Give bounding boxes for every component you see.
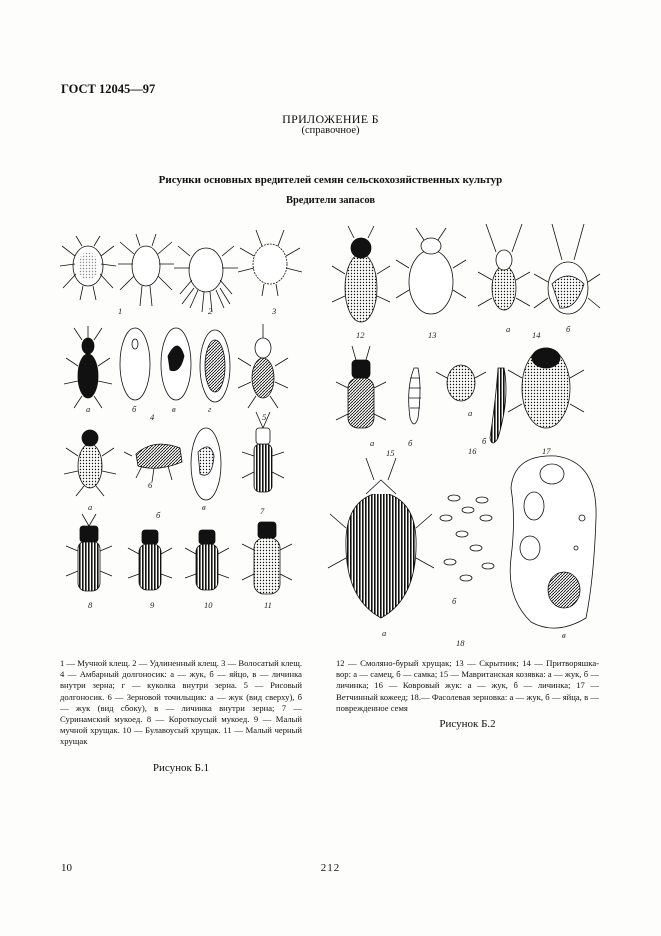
larva-in-grain-icon xyxy=(161,328,191,400)
cadelle-larva-icon xyxy=(409,368,421,424)
grain-borer-top-icon xyxy=(64,430,116,496)
mealworm-beetle-icon xyxy=(332,226,390,322)
fig2-label: 18 xyxy=(456,638,465,648)
fig2-label: 12 xyxy=(356,330,365,340)
fig1-label: 10 xyxy=(204,600,213,610)
carpet-beetle-larva-icon xyxy=(490,368,506,443)
section-title: Вредители запасов xyxy=(285,195,376,206)
damaged-bean-icon xyxy=(510,456,596,628)
fig1-label: б xyxy=(132,404,137,414)
spider-beetle-female-icon xyxy=(534,224,600,314)
standard-header: ГОСТ 12045—97 xyxy=(61,82,156,96)
fig2-label: 15 xyxy=(386,448,395,458)
fig1-label: 4 xyxy=(150,412,155,422)
fig2-label: б xyxy=(408,438,413,448)
fig1-label: 7 xyxy=(260,506,265,516)
fig2-label: а xyxy=(382,628,387,638)
grain-borer-larva-icon xyxy=(191,428,221,500)
fig2-label: в xyxy=(562,630,566,640)
fig1-label: 11 xyxy=(264,600,272,610)
fig1-label: 3 xyxy=(272,306,277,316)
annex-subtitle: (справочное) xyxy=(301,125,360,136)
fig1-label: в xyxy=(202,502,206,512)
page-title: Рисунки основных вредителей семян сельскохозяйственных культур xyxy=(158,174,503,186)
fig2-label: 17 xyxy=(542,446,551,456)
fig1-label: 9 xyxy=(150,600,155,610)
club-horned-beetle-icon xyxy=(185,530,229,590)
pupa-in-grain-icon xyxy=(200,330,230,402)
fig1-label: 8 xyxy=(88,600,93,610)
figure-b1-label: Рисунок Б.1 xyxy=(152,762,210,774)
fig2-label: а xyxy=(506,324,511,334)
fig2-label: 16 xyxy=(468,446,477,456)
mite-3-icon xyxy=(174,246,238,312)
fig1-label: 5 xyxy=(262,412,267,422)
print-page-number: 212 xyxy=(320,862,341,874)
sawtoothed-beetle-icon xyxy=(242,412,284,492)
cadelle-beetle-icon xyxy=(336,346,386,428)
fig2-label: а xyxy=(468,408,473,418)
fig2-label: 13 xyxy=(428,330,437,340)
fig1-label: 2 xyxy=(208,306,213,316)
flat-grain-beetle-icon xyxy=(66,514,112,591)
grain-borer-side-icon xyxy=(124,444,182,482)
hidden-beetle-icon xyxy=(396,228,466,314)
bean-weevil-eggs-icon xyxy=(440,495,494,581)
mite-2-icon xyxy=(118,234,174,306)
mite-1-icon xyxy=(60,236,116,300)
fig1-label: 6 xyxy=(148,480,153,490)
bean-weevil-icon xyxy=(328,458,434,618)
fig1-label: б xyxy=(156,510,161,520)
rice-weevil-icon xyxy=(238,324,288,408)
fig2-label: б xyxy=(482,436,487,446)
figure-b2-illustration xyxy=(326,218,600,648)
spider-beetle-male-icon xyxy=(478,224,530,310)
fig1-label: а xyxy=(86,404,91,414)
fig1-label: а xyxy=(88,502,93,512)
fig1-label: 1 xyxy=(118,306,123,316)
ham-beetle-icon xyxy=(508,348,584,428)
fig1-label: г xyxy=(208,404,212,414)
black-flour-beetle-icon xyxy=(242,522,292,594)
egg-in-grain-icon xyxy=(120,328,150,400)
page-number: 10 xyxy=(61,862,72,874)
fig2-label: б xyxy=(566,324,571,334)
figure-b1-illustration xyxy=(58,216,308,616)
carpet-beetle-icon xyxy=(436,365,486,401)
figure-b2-caption: 12 — Смоляно-бурый хрущак; 13 — Скрытник; 14 — Притворяшка-вор: а — самец, б — самка; 15 — Мавританская козявка: а — жук, б — личинка; 16 — Ковровый жук: а — жук, б — личинка; 17 — Ветчинный кожеед; 18.— Фасолевая зерновка: а — жук, б — яйца, в — поврежденное семя xyxy=(336,658,599,713)
fig2-label: б xyxy=(452,596,457,606)
fig2-label: 14 xyxy=(532,330,541,340)
granary-weevil-icon xyxy=(64,326,112,408)
annex-title: ПРИЛОЖЕНИЕ Б xyxy=(282,112,379,126)
figure-b1-caption: 1 — Мучной клещ. 2 — Удлиненный клещ. 3 — Волосатый клещ. 4 — Амбарный долгоносик: а — жук, б — яйцо, в — личинка внутри зерна; г — куколка внутри зерна. 5 — Рисовый долгоносик. 6 — Зерновой точильщик: а — жук (вид сверху), б — жук (вид сбоку), в — личинка внутри зерна; 7 — Суринамский мукоед. 8 — Короткоусый мукоед. 9 — Малый мучной хрущак. 10 — Булавоусый хрущак. 11 — Малый черный хрущак xyxy=(60,658,302,747)
confused-flour-beetle-icon xyxy=(128,530,172,590)
mite-4-icon xyxy=(238,230,302,296)
figure-b2-label: Рисунок Б.2 xyxy=(439,718,496,730)
fig1-label: в xyxy=(172,404,176,414)
fig2-label: а xyxy=(370,438,375,448)
